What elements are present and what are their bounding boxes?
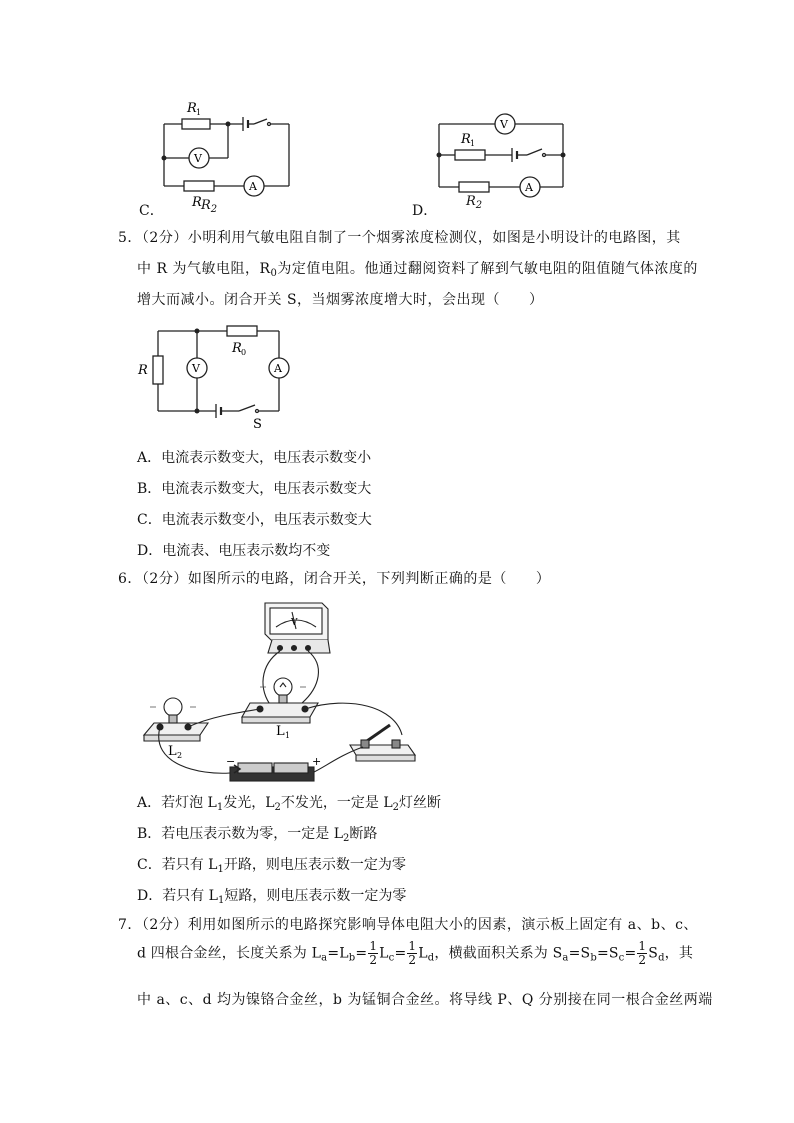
diagram-c-label: C． (139, 203, 164, 219)
q5-option-c[interactable]: C．电流表示数变小，电压表示数变大 (137, 512, 372, 528)
svg-text:1: 1 (470, 139, 476, 148)
q6-option-a[interactable]: A．若灯泡 $L_1$发光，$L_2$不发光，一定是 $L_2$灯丝断 (137, 795, 442, 813)
svg-text:1: 1 (196, 108, 202, 117)
q5-ammeter-label: A (274, 362, 282, 375)
q5-voltmeter-label: V (192, 362, 200, 375)
q5-stem-line2: 中 R 为气敏电阻，$R_0$为定值电阻。他通过翻阅资料了解到气敏电阻的阻值随气体浓度的 (137, 261, 698, 279)
d-ammeter-label: A (525, 181, 533, 194)
q5-stem-line3: 增大而减小。闭合开关 S，当烟雾浓度增大时，会出现（ ） (137, 292, 544, 308)
fraction-half: $\frac{1}{2}$ (638, 939, 647, 967)
q5-r-label: R (138, 363, 148, 378)
diagram-d-label: D． (412, 203, 438, 219)
d-r1-label: R (461, 132, 471, 147)
diagram-c (130, 92, 300, 210)
fraction-half: $\frac{1}{2}$ (408, 939, 417, 967)
q7-stem-line2: d 四根合金丝，长度关系为 $L_a=L_b=$ $\frac{1}{2}$ $L_c=$ $\frac{1}{2}$ $L_d$，横截面积关系为 $S_a=S_b=S_c=$ $\frac{1}{2}$ $S_d$，其 (137, 939, 694, 967)
q6-stem: 6．（2分）如图所示的电路，闭合开关，下列判断正确的是（ ） (118, 571, 551, 587)
q5-option-d[interactable]: D．电流表、电压表示数均不变 (137, 543, 331, 559)
q5-switch-label: S (253, 417, 262, 432)
d-voltmeter-label: V (500, 118, 508, 131)
q6-l1-label: L (276, 724, 285, 739)
q5-option-a[interactable]: A．电流表示数变大，电压表示数变小 (137, 450, 372, 466)
q5-stem-line1: 5．（2分）小明利用气敏电阻自制了一个烟雾浓度检测仪，如图是小明设计的电路图，其 (118, 230, 681, 246)
q6-option-d[interactable]: D．若只有 $L_1$短路，则电压表示数一定为零 (137, 888, 407, 906)
diagram-d (425, 105, 575, 205)
svg-text:2: 2 (177, 751, 183, 760)
c-r2-label: R (192, 195, 202, 210)
q5-r0-label: R (232, 341, 242, 356)
q6-l2-label: L (168, 744, 177, 759)
q7-stem-line3: 中 a、c、d 均为镍铬合金丝，b 为锰铜合金丝。将导线 P、Q 分别接在同一根合金丝两端 (137, 992, 713, 1008)
q6-battery-plus: + (312, 755, 322, 768)
q6-option-b[interactable]: B．若电压表示数为零，一定是 $L_2$断路 (137, 826, 378, 844)
svg-text:0: 0 (241, 348, 247, 357)
svg-text:1: 1 (285, 731, 291, 740)
c-ammeter-label: A (249, 180, 257, 193)
q5-circuit-diagram (135, 318, 300, 433)
c-r1-label: R (187, 101, 197, 116)
q6-option-c[interactable]: C．若只有 $L_1$开路，则电压表示数一定为零 (137, 857, 406, 875)
q6-circuit-illustration (140, 595, 440, 785)
q6-voltmeter-label: V (291, 618, 298, 628)
q6-battery-minus: − (226, 755, 236, 768)
fraction-half: $\frac{1}{2}$ (369, 939, 378, 967)
q7-stem-line1: 7．（2分）利用如图所示的电路探究影响导体电阻大小的因素，演示板上固定有 a、b、c、 (118, 917, 698, 933)
c-voltmeter-label: V (194, 152, 202, 165)
q5-option-b[interactable]: B．电流表示数变大，电压表示数变大 (137, 481, 372, 497)
